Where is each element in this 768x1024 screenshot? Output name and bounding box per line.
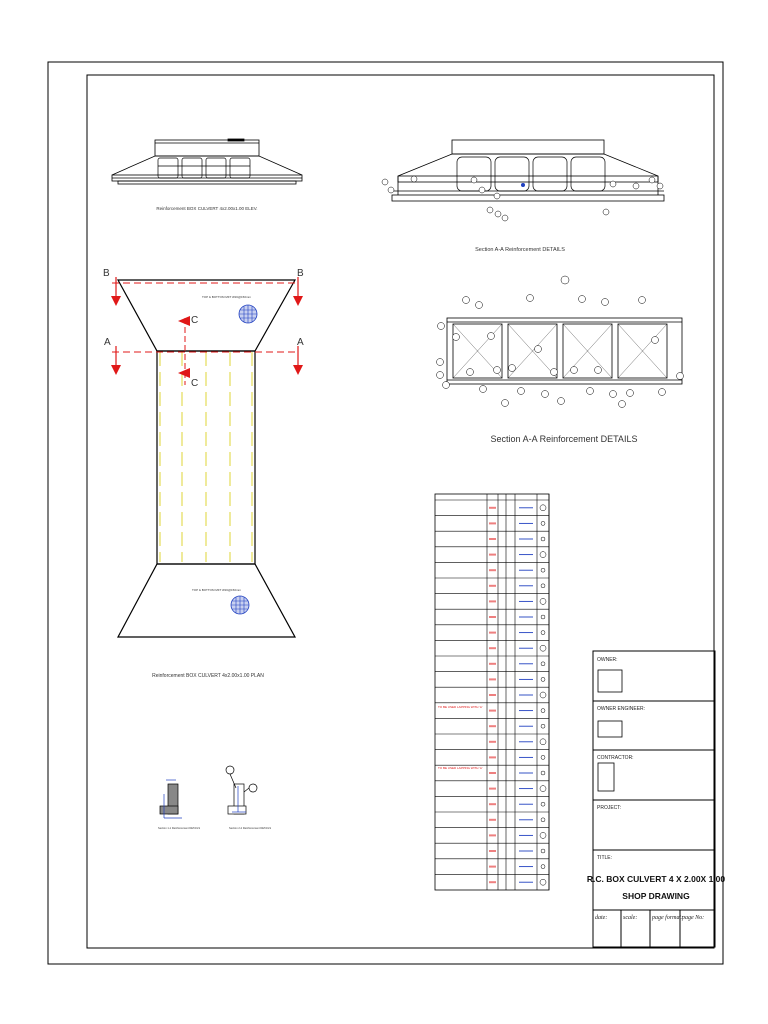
section-top-view xyxy=(382,140,664,221)
bar-mark-circle xyxy=(541,771,545,775)
bar-mark-circle xyxy=(540,832,546,838)
schedule-red-mark xyxy=(489,725,496,727)
drawing-title-line1: R.C. BOX CULVERT 4 X 2.00X 1.00 xyxy=(586,874,726,884)
contractor-logo-box xyxy=(598,763,614,791)
schedule-red-mark xyxy=(489,632,496,634)
plan-rebar xyxy=(160,352,252,562)
bar-mark-circle xyxy=(541,849,545,853)
schedule-red-mark xyxy=(489,663,496,665)
elevation-caption: Reinforcement BOX CULVERT 4x2.00x1.00 ELEV. xyxy=(156,206,258,211)
schedule-red-mark xyxy=(489,850,496,852)
schedule-red-mark xyxy=(489,600,496,602)
bar-mark-circle xyxy=(541,724,545,728)
plan-caption: Reinforcement BOX CULVERT 4x2.00x1.00 PLAN xyxy=(152,673,264,679)
bar-mark-circle xyxy=(541,568,545,572)
bar-mark-circle xyxy=(540,598,546,604)
plan-note-bottom: TOP & BOTTOM MFT Ø16@150mm xyxy=(192,588,242,592)
bar-mark-circle xyxy=(541,631,545,635)
schedule-red-mark xyxy=(489,710,496,712)
contractor-label: CONTRACTOR: xyxy=(597,755,634,761)
section-line-b xyxy=(111,277,303,306)
schedule-red-mark xyxy=(489,538,496,540)
marker-a-left: A xyxy=(104,337,111,348)
project-label: PROJECT: xyxy=(597,805,622,811)
schedule-frame xyxy=(435,494,549,890)
drawing-title-line2: SHOP DRAWING xyxy=(622,891,690,901)
marker-b-left: B xyxy=(103,268,110,279)
bar-mark-circle xyxy=(541,865,545,869)
wall-detail-1-caption: Section 1-1 Reinforcement DETAILS xyxy=(158,827,201,830)
title-block xyxy=(593,651,715,947)
section-main-view xyxy=(437,276,684,408)
marker-a-right: A xyxy=(297,337,304,348)
owner-engineer-logo-box xyxy=(598,721,622,737)
owner-logo-box xyxy=(598,670,622,692)
bar-mark-circle xyxy=(541,802,545,806)
plan-note-top: TOP & BOTTOM MFT Ø16@150mm xyxy=(202,295,252,299)
wall-detail-2-caption: Section 2-2 Reinforcement DETAILS xyxy=(229,827,272,830)
schedule-red-mark xyxy=(489,756,496,758)
schedule-red-mark xyxy=(489,788,496,790)
bar-mark-circle xyxy=(540,645,546,651)
bar-mark-circle xyxy=(540,692,546,698)
footer-scale: scale: xyxy=(623,915,638,921)
schedule-red-mark xyxy=(489,569,496,571)
schedule-red-mark xyxy=(489,616,496,618)
bar-mark-circle xyxy=(541,818,545,822)
bar-mark-circle xyxy=(540,879,546,885)
bar-mark-circle xyxy=(541,584,545,588)
schedule-note-1: TO BE USED LAPPING WITH 'A' xyxy=(438,705,483,709)
section-line-a xyxy=(111,346,303,375)
owner-engineer-label: OWNER ENGINEER: xyxy=(597,706,646,712)
marker-c-top: C xyxy=(191,315,199,326)
schedule-red-mark xyxy=(489,819,496,821)
schedule-red-mark xyxy=(489,866,496,868)
schedule-red-mark xyxy=(489,881,496,883)
bar-mark-circle xyxy=(540,505,546,511)
schedule-red-mark xyxy=(489,772,496,774)
schedule-red-mark xyxy=(489,647,496,649)
marker-b-right: B xyxy=(297,268,304,279)
owner-label: OWNER: xyxy=(597,657,618,663)
footer-date: date: xyxy=(595,915,608,921)
elevation-view xyxy=(112,139,302,184)
bar-mark-circle xyxy=(540,739,546,745)
wall-detail-2 xyxy=(226,766,257,814)
bar-mark-circle xyxy=(541,662,545,666)
schedule-red-mark xyxy=(489,834,496,836)
footer-page-format: page format: xyxy=(652,915,684,921)
schedule-red-mark xyxy=(489,507,496,509)
schedule-note-2: TO BE USED LAPPING WITH 'A' xyxy=(438,766,483,770)
bar-mark-circle xyxy=(540,786,546,792)
schedule-red-mark xyxy=(489,803,496,805)
schedule-red-mark xyxy=(489,554,496,556)
schedule-red-mark xyxy=(489,741,496,743)
bar-mark-circle xyxy=(541,615,545,619)
bar-mark-circle xyxy=(541,521,545,525)
title-label: TITLE: xyxy=(597,855,613,861)
marker-c-bottom: C xyxy=(191,378,199,389)
bar-mark-circle xyxy=(541,537,545,541)
section-main-caption: Section A-A Reinforcement DETAILS xyxy=(490,434,638,444)
schedule-red-mark xyxy=(489,678,496,680)
section-top-caption: Section A-A Reinforcement DETAILS xyxy=(475,247,565,253)
footer-page-no: page No: xyxy=(682,915,705,921)
schedule-red-mark xyxy=(489,522,496,524)
bar-mark-circle xyxy=(541,677,545,681)
bar-mark-circle xyxy=(540,552,546,558)
wall-detail-1 xyxy=(160,780,182,818)
bar-mark-circle xyxy=(541,755,545,759)
schedule-red-mark xyxy=(489,585,496,587)
sheet-outer-border xyxy=(48,62,723,964)
schedule-red-mark xyxy=(489,694,496,696)
bar-mark-circle xyxy=(541,709,545,713)
bar-schedule xyxy=(435,494,549,890)
